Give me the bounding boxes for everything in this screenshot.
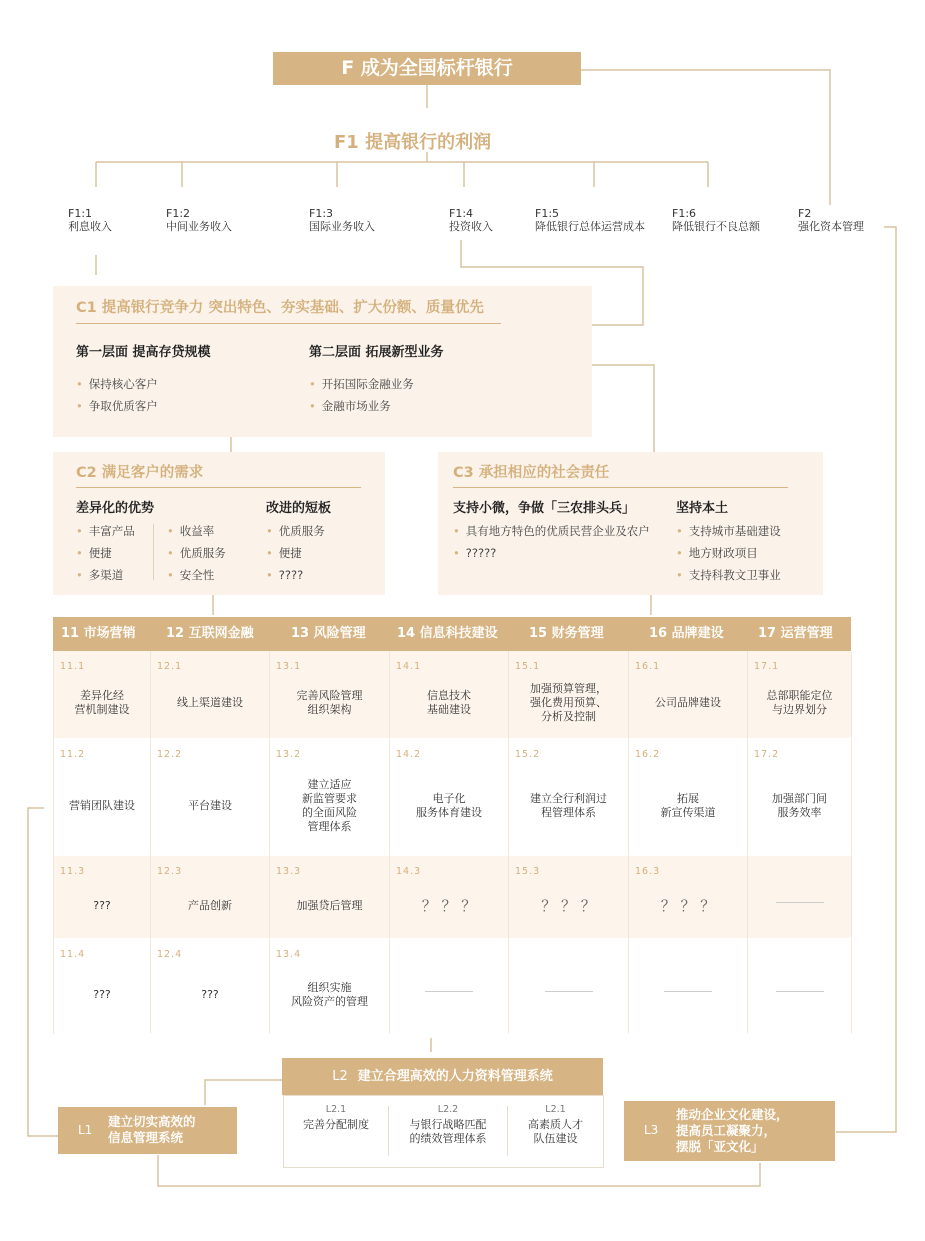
f1-item-code: F1:3 — [309, 207, 334, 220]
c2-divider — [153, 524, 154, 580]
f1-title: F1 提高银行的利润 — [334, 132, 492, 153]
c1-left-heading: 第一层面 提高存贷规模 — [76, 345, 211, 360]
cell-text: 组织实施 风险资产的管理 — [291, 981, 368, 1008]
grid-cell — [509, 939, 629, 1034]
l2-title: 建立合理高效的人力资料管理系统 — [357, 1069, 553, 1084]
grid-cell — [629, 856, 748, 939]
c2-adv-col2 — [167, 520, 226, 586]
l2-item-text: 高素质人才 队伍建设 — [528, 1118, 583, 1145]
grid-cell — [270, 856, 390, 939]
list-item: • 安全性 — [167, 568, 215, 582]
f1-item-code: F1:5 — [535, 207, 560, 220]
cell-text: 差异化经 营机制建设 — [74, 689, 130, 716]
cell-id: 14.2 — [396, 749, 422, 760]
grid-cell — [509, 739, 629, 856]
grid-cell — [151, 856, 270, 939]
cell-id: 16.3 — [635, 866, 661, 877]
cell-text: 建立全行利润过 程管理体系 — [530, 792, 607, 819]
grid-cell — [748, 651, 852, 739]
column-header-15: 15 财务管理 — [529, 626, 604, 641]
list-item: • 便捷 — [266, 546, 302, 560]
grid-cell — [629, 739, 748, 856]
c3-title: C3 承担相应的社会责任 — [453, 465, 610, 481]
grid-cell — [54, 739, 151, 856]
empty-cell-dash — [776, 902, 824, 903]
f1-item-code: F1:6 — [672, 207, 697, 220]
l2-item-id: L2.2 — [437, 1104, 459, 1115]
f1-item-label: 降低银行总体运营成本 — [535, 220, 645, 233]
empty-cell-dash — [664, 991, 712, 992]
c2-adv-col1 — [76, 520, 135, 586]
cell-id: 16.2 — [635, 749, 661, 760]
l2-item-id: L2.1 — [545, 1104, 566, 1115]
c1-box — [53, 286, 592, 437]
l2-item-3 — [508, 1104, 603, 1146]
c3-title-underline — [453, 487, 788, 488]
f1-item-6 — [672, 207, 760, 233]
cell-id: 13.2 — [276, 749, 302, 760]
empty-cell-dash — [776, 991, 824, 992]
cell-text: 线上渠道建设 — [177, 696, 243, 709]
initiative-grid — [53, 651, 851, 1034]
cell-text: ？ ？ ？ — [421, 897, 477, 915]
l2-detail-box — [283, 1095, 604, 1168]
grid-cell — [748, 856, 852, 939]
grid-cell — [54, 651, 151, 739]
c3-box — [438, 452, 823, 595]
l2-item-id: L2.1 — [325, 1104, 347, 1115]
grid-cell — [270, 739, 390, 856]
cell-id: 16.1 — [635, 661, 661, 672]
cell-id: 15.1 — [515, 661, 541, 672]
cell-id: 17.2 — [754, 749, 780, 760]
grid-cell — [151, 939, 270, 1034]
cell-text: 建立适应 新监管要求 的全面风险 管理体系 — [302, 778, 357, 833]
f1-item-5 — [535, 207, 645, 233]
cell-text: 平台建设 — [188, 799, 232, 812]
grid-cell — [748, 939, 852, 1034]
list-item: • ???? — [266, 568, 304, 582]
l1-text: 建立切实高效的 信息管理系统 — [108, 1114, 196, 1145]
column-header-17: 17 运营管理 — [758, 626, 833, 641]
cell-id: 12.2 — [157, 749, 183, 760]
c2-adv-heading: 差异化的优势 — [76, 501, 155, 516]
grid-cell — [54, 939, 151, 1034]
cell-id: 13.1 — [276, 661, 302, 672]
cell-id: 12.4 — [157, 949, 183, 960]
cell-id: 14.1 — [396, 661, 422, 672]
f1-item-3 — [309, 207, 375, 233]
f1-item-code: F1:4 — [449, 207, 474, 220]
l3-box — [624, 1101, 835, 1161]
grid-cell — [151, 651, 270, 739]
l2-item-text: 与银行战略匹配 的绩效管理体系 — [409, 1118, 487, 1145]
l2-code: L2 — [332, 1069, 348, 1084]
cell-text: 总部职能定位 与边界划分 — [766, 689, 833, 716]
goal-box — [273, 52, 581, 85]
cell-text: 加强贷后管理 — [296, 899, 363, 912]
cell-text: 加强预算管理， 强化费用预算、 分析及控制 — [530, 682, 607, 723]
l1-box — [58, 1107, 237, 1154]
cell-id: 11.2 — [60, 749, 86, 760]
grid-header — [53, 617, 851, 651]
cell-text: 完善风险管理 组织架构 — [296, 689, 363, 716]
list-item: • 收益率 — [167, 524, 215, 538]
l1-code: L1 — [78, 1123, 93, 1137]
list-item: • 金融市场业务 — [309, 399, 391, 413]
list-item: • 支持城市基础建设 — [676, 524, 781, 538]
c2-weak-heading: 改进的短板 — [266, 501, 332, 516]
list-item: • 支持科教文卫事业 — [676, 568, 781, 582]
c2-weak-list — [266, 520, 325, 586]
grid-cell — [270, 651, 390, 739]
cell-text: 加强部门间 服务效率 — [772, 792, 827, 819]
grid-cell — [151, 739, 270, 856]
c1-right-list — [309, 373, 414, 417]
goal-title: F 成为全国标杆银行 — [341, 57, 513, 79]
list-item: • 开拓国际金融业务 — [309, 377, 414, 391]
cell-id: 12.1 — [157, 661, 183, 672]
cell-text: 产品创新 — [188, 899, 232, 912]
cell-id: 15.3 — [515, 866, 541, 877]
l3-text: 推动企业文化建设， 提高员工凝聚力， 摆脱「亚文化」 — [676, 1107, 789, 1154]
c1-title: C1 提高银行竞争力 突出特色、夯实基础、扩大份额、质量优先 — [76, 300, 484, 316]
cell-id: 13.4 — [276, 949, 302, 960]
f1-item-label: 降低银行不良总额 — [672, 220, 760, 233]
c2-title: C2 满足客户的需求 — [76, 465, 204, 481]
empty-cell-dash — [545, 991, 593, 992]
l3-code: L3 — [644, 1123, 659, 1137]
f1-item-label: 投资收入 — [449, 220, 493, 233]
grid-cell — [509, 856, 629, 939]
cell-text: ？ ？ ？ — [541, 897, 596, 915]
grid-cell — [54, 856, 151, 939]
cell-text: 公司品牌建设 — [655, 696, 721, 709]
column-header-16: 16 品牌建设 — [649, 626, 724, 641]
cell-id: 11.4 — [60, 949, 86, 960]
f1-item-label: 国际业务收入 — [309, 220, 375, 233]
c2-box — [53, 452, 385, 595]
cell-id: 13.3 — [276, 866, 302, 877]
grid-cell — [270, 939, 390, 1034]
empty-cell-dash — [425, 991, 473, 992]
cell-id: 12.3 — [157, 866, 183, 877]
cell-text: ？ ？ ？ — [660, 897, 716, 915]
c1-title-underline — [76, 323, 501, 324]
f1-item-code: F1:1 — [68, 207, 93, 220]
column-header-12: 12 互联网金融 — [166, 626, 254, 641]
list-item: • 具有地方特色的优质民营企业及农户 — [453, 524, 650, 538]
cell-id: 17.1 — [754, 661, 780, 672]
grid-cell — [390, 856, 509, 939]
cell-text: ??? — [201, 988, 219, 1001]
list-item: • 便捷 — [76, 546, 112, 560]
list-item: • 争取优质客户 — [76, 399, 158, 413]
f1-item-2 — [166, 207, 232, 233]
cell-text: 拓展 新宣传渠道 — [660, 792, 716, 819]
list-item: • 地方财政项目 — [676, 546, 758, 560]
c2-title-underline — [76, 487, 361, 488]
cell-id: 14.3 — [396, 866, 422, 877]
cell-text: ??? — [93, 988, 111, 1001]
l2-header — [282, 1058, 603, 1095]
grid-cell — [629, 651, 748, 739]
cell-id: 15.2 — [515, 749, 541, 760]
list-item: • ????? — [453, 546, 497, 560]
f1-item-4 — [449, 207, 493, 233]
grid-cell — [509, 651, 629, 739]
c3-right-heading: 坚持本土 — [676, 501, 729, 516]
list-item: • 保持核心客户 — [76, 377, 158, 391]
column-header-13: 13 风险管理 — [291, 626, 366, 641]
column-header-14: 14 信息科技建设 — [397, 626, 498, 641]
grid-cell — [390, 739, 509, 856]
cell-id: 11.1 — [60, 661, 86, 672]
cell-id: 11.3 — [60, 866, 86, 877]
c1-right-heading: 第二层面 拓展新型业务 — [309, 345, 444, 360]
list-item: • 优质服务 — [266, 524, 325, 538]
f2-item — [798, 207, 864, 233]
cell-text: 电子化 服务体育建设 — [416, 792, 482, 819]
grid-cell — [629, 939, 748, 1034]
c3-right-list — [676, 520, 781, 586]
list-item: • 优质服务 — [167, 546, 226, 560]
cell-text: 信息技术 基础建设 — [427, 689, 471, 716]
list-item: • 多渠道 — [76, 568, 124, 582]
c3-left-list — [453, 520, 650, 564]
f1-item-label: 中间业务收入 — [166, 220, 232, 233]
l2-item-1 — [284, 1104, 388, 1132]
cell-text: 营销团队建设 — [69, 799, 135, 812]
f1-item-1 — [68, 207, 112, 233]
l2-item-2 — [389, 1104, 507, 1146]
l2-item-text: 完善分配制度 — [303, 1118, 369, 1131]
c3-left-heading: 支持小微，争做「三农排头兵」 — [453, 501, 636, 516]
f2-code: F2 — [798, 207, 812, 220]
c1-left-list — [76, 373, 158, 417]
grid-cell — [748, 739, 852, 856]
f2-label: 强化资本管理 — [798, 220, 864, 233]
column-header-11: 11 市场营销 — [61, 626, 136, 641]
f1-item-label: 利息收入 — [68, 220, 112, 233]
grid-cell — [390, 939, 509, 1034]
f1-item-code: F1:2 — [166, 207, 191, 220]
grid-cell — [390, 651, 509, 739]
list-item: • 丰富产品 — [76, 524, 135, 538]
cell-text: ??? — [93, 899, 111, 912]
